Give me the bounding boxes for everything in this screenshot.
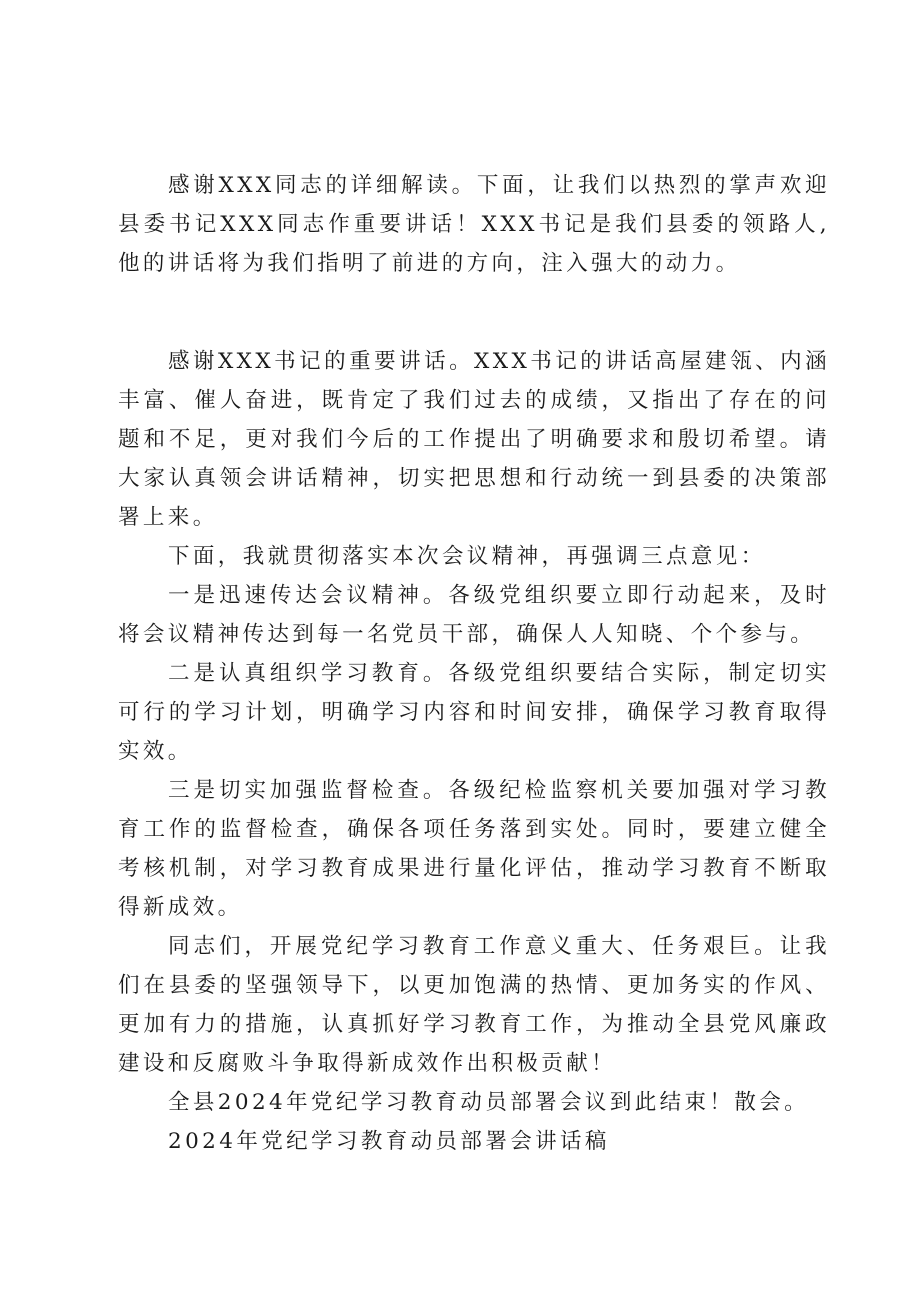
paragraph: 全县2024年党纪学习教育动员部署会议到此结束！散会。 xyxy=(168,1090,810,1115)
paragraph: 一是迅速传达会议精神。各级党组织要立即行动起来，及时将会议精神传达到每一名党员干部，确保人人知晓、个个参与。 xyxy=(118,583,830,647)
paragraph: 下面，我就贯彻落实本次会议精神，再强调三点意见： xyxy=(168,544,766,569)
paragraph: 二是认真组织学习教育。各级党组织要结合实际，制定切实可行的学习计划，明确学习内容和时间安排，确保学习教育取得实效。 xyxy=(118,661,830,764)
document-title-line: 2024年党纪学习教育动员部署会讲话稿 xyxy=(168,1129,610,1154)
paragraph: 同志们，开展党纪学习教育工作意义重大、任务艰巨。让我们在县委的坚强领导下，以更加饱满的热情、更加务实的作风、更加有力的措施，认真抓好学习教育工作，为推动全县党风廉政建设和反腐败斗争取得新成效作出积极贡献！ xyxy=(118,934,830,1076)
paragraph: 感谢XXX书记的重要讲话。XXX书记的讲话高屋建瓴、内涵丰富、催人奋进，既肯定了我们过去的成绩，又指出了存在的问题和不足，更对我们今后的工作提出了明确要求和殷切希望。请大家认真领会讲话精神，切实把思想和行动统一到县委的决策部署上来。 xyxy=(118,349,830,530)
paragraph: 感谢XXX同志的详细解读。下面，让我们以热烈的掌声欢迎县委书记XXX同志作重要讲话！XXX书记是我们县委的领路人,他的讲话将为我们指明了前进的方向，注入强大的动力。 xyxy=(118,173,830,276)
paragraph: 三是切实加强监督检查。各级纪检监察机关要加强对学习教育工作的监督检查，确保各项任务落到实处。同时，要建立健全考核机制，对学习教育成果进行量化评估，推动学习教育不断取得新成效。 xyxy=(118,778,830,920)
main-paragraph-block xyxy=(118,342,830,1161)
opening-paragraph-block xyxy=(118,166,830,283)
